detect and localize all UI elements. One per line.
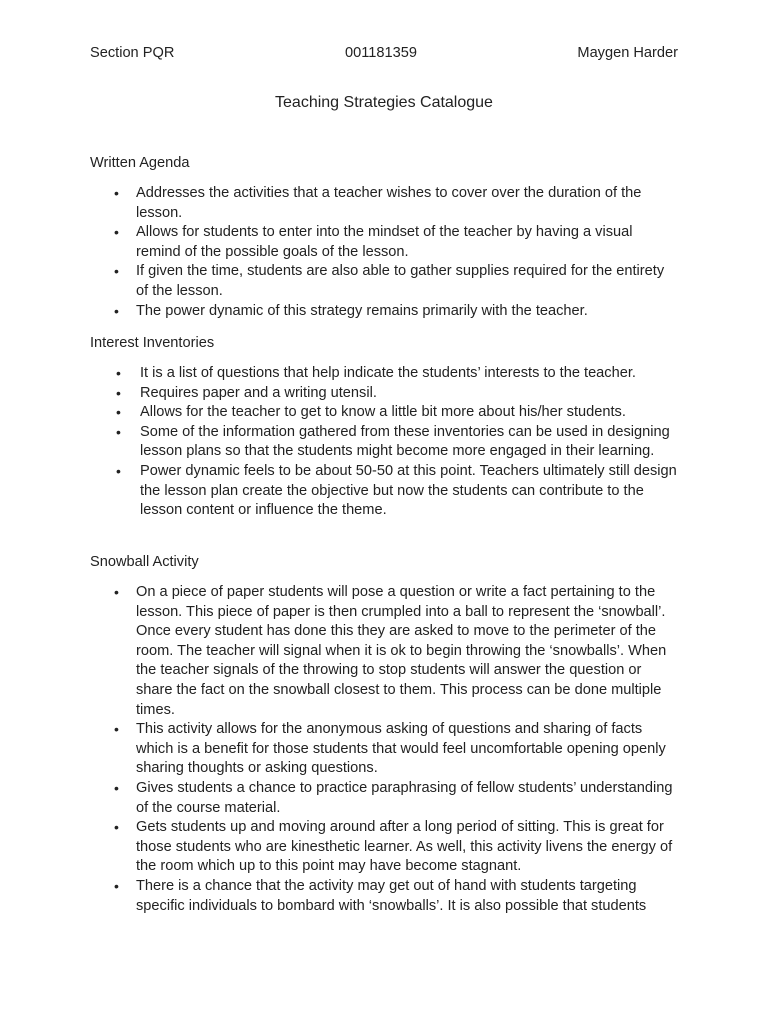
list-item <box>114 583 676 720</box>
list-item <box>116 403 680 423</box>
list-item-text: Allows for the teacher to get to know a little bit more about his/her students. <box>140 404 626 421</box>
list-item-text: There is a chance that the activity may get out of hand with students targeting specific individuals to bombard with ‘snowballs’. It is also possible that students <box>136 877 647 914</box>
section-heading-written-agenda: Written Agenda <box>90 155 190 171</box>
list-item-text: Gets students up and moving around after a long period of sitting. This is great for those students who are kinesthetic learner. As well, this activity livens the energy of the room which up to this point may have become stagnant. <box>136 819 673 875</box>
bullet-icon: • <box>114 185 119 201</box>
page-header <box>90 44 678 64</box>
list-item-text: Allows for students to enter into the mindset of the teacher by having a visual remind of the possible goals of the lesson. <box>136 224 633 260</box>
bullet-icon: • <box>114 224 119 241</box>
document-title: Teaching Strategies Catalogue <box>275 94 493 111</box>
bullet-icon: • <box>114 877 119 894</box>
bullet-icon: • <box>116 404 121 421</box>
list-item <box>114 720 676 779</box>
list-item-text: Power dynamic feels to be about 50-50 at this point. Teachers ultimately still design the lesson plan create the objective but now the students can contribute to the lesson content or influence the theme. <box>140 462 677 519</box>
list-item-text: On a piece of paper students will pose a question or write a fact pertaining to the lesson. This piece of paper is then crumpled into a ball to represent the ‘snowball’. Once every student has done this they are asked to move to the perimeter of the room. The teacher will signal when it is ok to begin throwing the ‘snowballs’. When the teacher signals of the throwing to stop students will answer the question or share the fact on the snowball closest to them. This process can be done multiple times. <box>136 584 667 718</box>
bullet-icon: • <box>114 819 119 836</box>
bullet-icon: • <box>114 779 119 796</box>
snowball-activity-list <box>114 583 676 916</box>
list-item <box>114 302 676 322</box>
bullet-icon: • <box>114 302 119 319</box>
bullet-icon: • <box>114 263 119 280</box>
list-item <box>116 462 680 521</box>
header-author-name: Maygen Harder <box>577 45 678 61</box>
list-item-text: The power dynamic of this strategy remains primarily with the teacher. <box>136 302 588 319</box>
bullet-icon: • <box>114 584 119 600</box>
list-item <box>114 223 676 262</box>
list-item-text: Addresses the activities that a teacher wishes to cover over the duration of the lesson. <box>136 185 642 221</box>
list-item-text: Requires paper and a writing utensil. <box>140 384 377 401</box>
bullet-icon: • <box>116 462 121 479</box>
bullet-icon: • <box>116 423 121 440</box>
list-item <box>114 262 676 301</box>
bullet-icon: • <box>114 721 119 738</box>
list-item-text: Gives students a chance to practice paraphrasing of fellow students’ understanding of the course material. <box>136 779 673 816</box>
list-item <box>114 184 676 223</box>
list-item <box>114 818 676 877</box>
list-item-text: It is a list of questions that help indicate the students’ interests to the teacher. <box>140 365 636 381</box>
bullet-icon: • <box>116 384 121 401</box>
interest-inventories-list <box>116 364 680 521</box>
list-item <box>116 364 680 384</box>
list-item <box>114 779 676 818</box>
list-item <box>114 877 676 916</box>
list-item-text: If given the time, students are also able to gather supplies required for the entirety of the lesson. <box>136 263 665 299</box>
list-item <box>116 384 680 404</box>
list-item <box>116 423 680 462</box>
list-item-text: Some of the information gathered from these inventories can be used in designing lesson plans so that the students might become more engaged in their learning. <box>140 423 670 460</box>
bullet-icon: • <box>116 365 121 381</box>
header-section: Section PQR <box>90 45 175 61</box>
list-item-text: This activity allows for the anonymous asking of questions and sharing of facts which is a benefit for those students that would feel uncomfortable opening openly sharing thoughts or asking questions. <box>136 721 666 777</box>
header-student-number: 001181359 <box>345 45 417 61</box>
section-heading-snowball-activity: Snowball Activity <box>90 554 199 570</box>
written-agenda-list <box>114 184 676 321</box>
section-heading-interest-inventories: Interest Inventories <box>90 335 215 351</box>
